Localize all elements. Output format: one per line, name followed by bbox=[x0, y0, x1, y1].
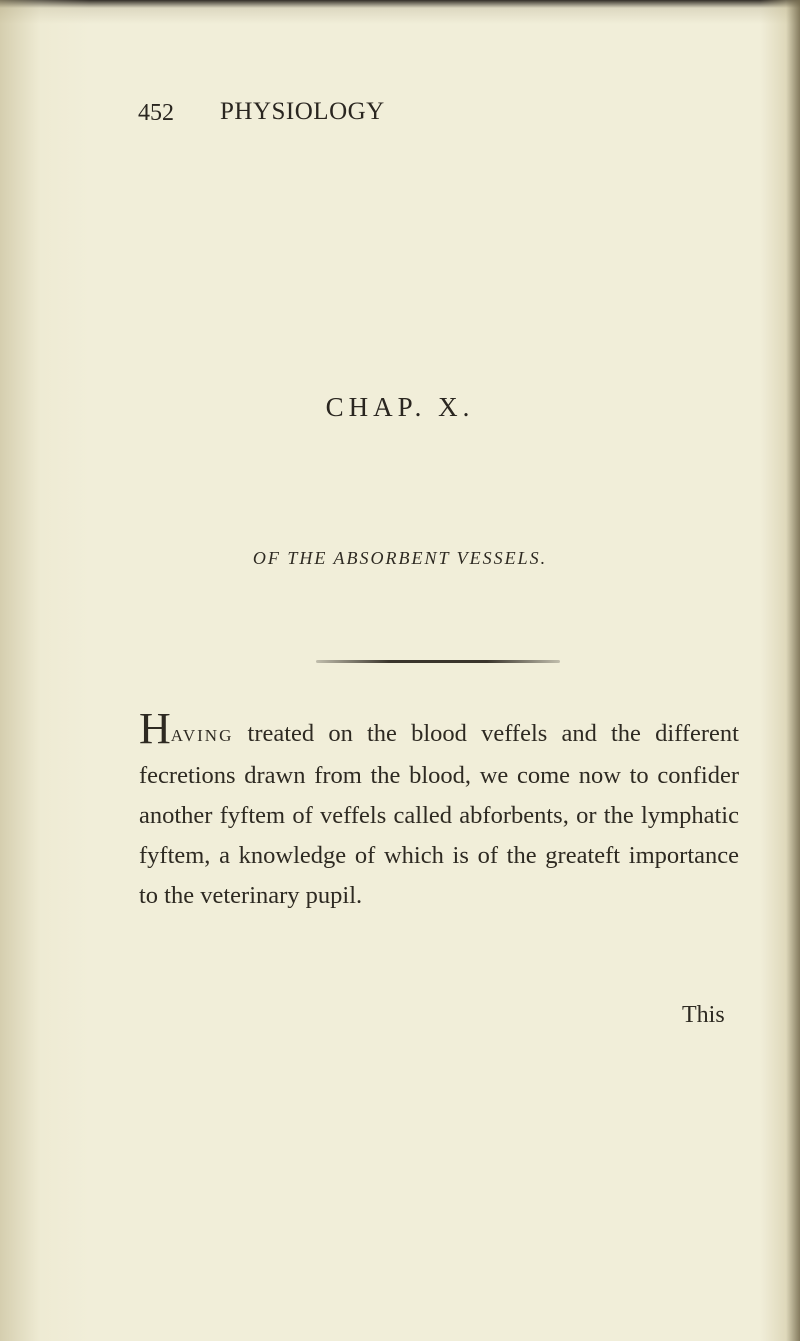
chapter-heading: CHAP. X. bbox=[325, 392, 475, 422]
drop-cap: H bbox=[139, 704, 171, 753]
section-rule bbox=[316, 660, 560, 663]
page-number: 452 bbox=[138, 100, 174, 126]
running-title: PHYSIOLOGY bbox=[220, 98, 385, 125]
paragraph bbox=[139, 704, 739, 916]
chapter-subtitle: OF THE ABSORBENT VESSELS. bbox=[252, 548, 548, 568]
catchword: This bbox=[682, 1002, 725, 1028]
paragraph-text: treated on the blood veffels and the different fecretions drawn from the blood, we come now to confider another fyftem of veffels called abforbents, or the lymphatic fyftem, a knowledge of which is of the greateft importance to the veterinary pupil. bbox=[139, 720, 739, 909]
lead-smallcaps: AVING bbox=[170, 726, 234, 745]
body-text bbox=[139, 704, 739, 916]
